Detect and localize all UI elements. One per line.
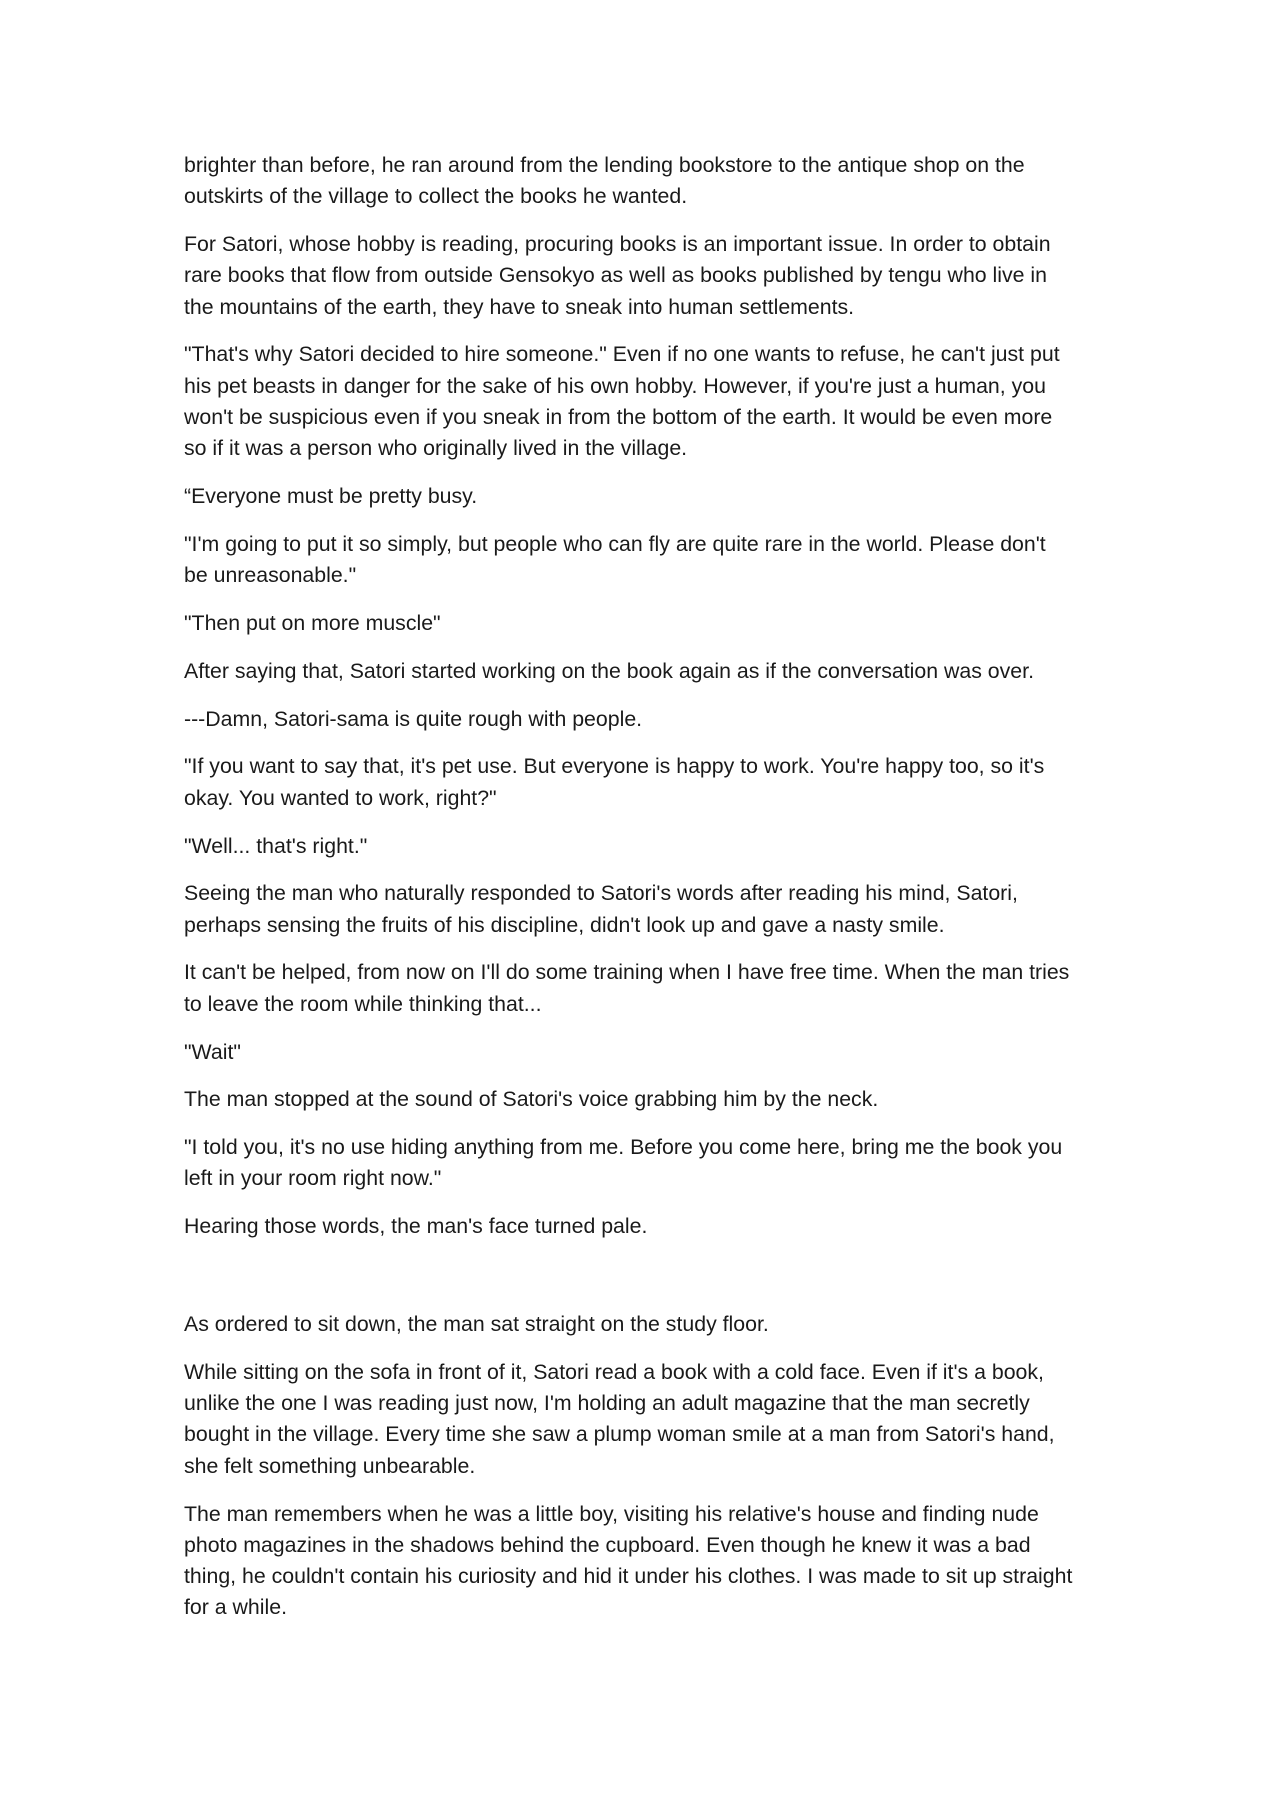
- paragraph: "Well... that's right.": [184, 833, 368, 858]
- paragraph: For Satori, whose hobby is reading, procuring books is an important issue. In order to obtain rare books that flow from outside Gensokyo as well as books published by tengu who live in the mountains of the earth, they have to sneak into human settlements.: [184, 232, 1051, 319]
- paragraph: "Wait": [184, 1039, 241, 1064]
- paragraph: "Then put on more muscle": [184, 611, 441, 636]
- paragraph: While sitting on the sofa in front of it, Satori read a book with a cold face. Even if it's a book, unlike the one I was reading just now, I'm holding an adult magazine that the man secretly bought in the village. Every time she saw a plump woman smile at a man from Satori's hand, she felt something unbearable.: [184, 1359, 1055, 1478]
- paragraph: "I'm going to put it so simply, but people who can fly are quite rare in the world. Please don't be unreasonable.": [184, 531, 1046, 588]
- paragraph: "That's why Satori decided to hire someone." Even if no one wants to refuse, he can't just put his pet beasts in danger for the sake of his own hobby. However, if you're just a human, you won't be suspicious even if you sneak in from the bottom of the earth. It would be even more so if it was a person who originally lived in the village.: [184, 342, 1060, 461]
- paragraph: brighter than before, he ran around from the lending bookstore to the antique shop on the outskirts of the village to collect the books he wanted.: [184, 153, 1025, 209]
- paragraph: As ordered to sit down, the man sat straight on the study floor.: [184, 1312, 769, 1337]
- paragraph: "If you want to say that, it's pet use. But everyone is happy to work. You're happy too, so it's okay. You wanted to work, right?": [184, 754, 1045, 810]
- paragraph: The man stopped at the sound of Satori's voice grabbing him by the neck.: [184, 1087, 879, 1112]
- paragraph: The man remembers when he was a little boy, visiting his relative's house and finding nude photo magazines in the shadows behind the cupboard. Even though he knew it was a bad thing, he couldn't contain his curiosity and hid it under his clothes. I was made to sit up straight for a while.: [184, 1501, 1073, 1620]
- paragraph: Seeing the man who naturally responded to Satori's words after reading his mind, Satori, perhaps sensing the fruits of his discipline, didn't look up and gave a nasty smile.: [184, 881, 1018, 937]
- paragraph: “Everyone must be pretty busy.: [184, 484, 478, 509]
- section-break: [184, 1259, 1104, 1309]
- paragraph: ---Damn, Satori-sama is quite rough with people.: [184, 706, 643, 731]
- paragraph: Hearing those words, the man's face turned pale.: [184, 1214, 648, 1239]
- paragraph: "I told you, it's no use hiding anything from me. Before you come here, bring me the book you left in your room right now.": [184, 1135, 1063, 1191]
- paragraph: It can't be helped, from now on I'll do some training when I have free time. When the man tries to leave the room while thinking that...: [184, 960, 1070, 1016]
- document-body: [184, 150, 1104, 1640]
- paragraph: After saying that, Satori started working on the book again as if the conversation was over.: [184, 658, 1034, 683]
